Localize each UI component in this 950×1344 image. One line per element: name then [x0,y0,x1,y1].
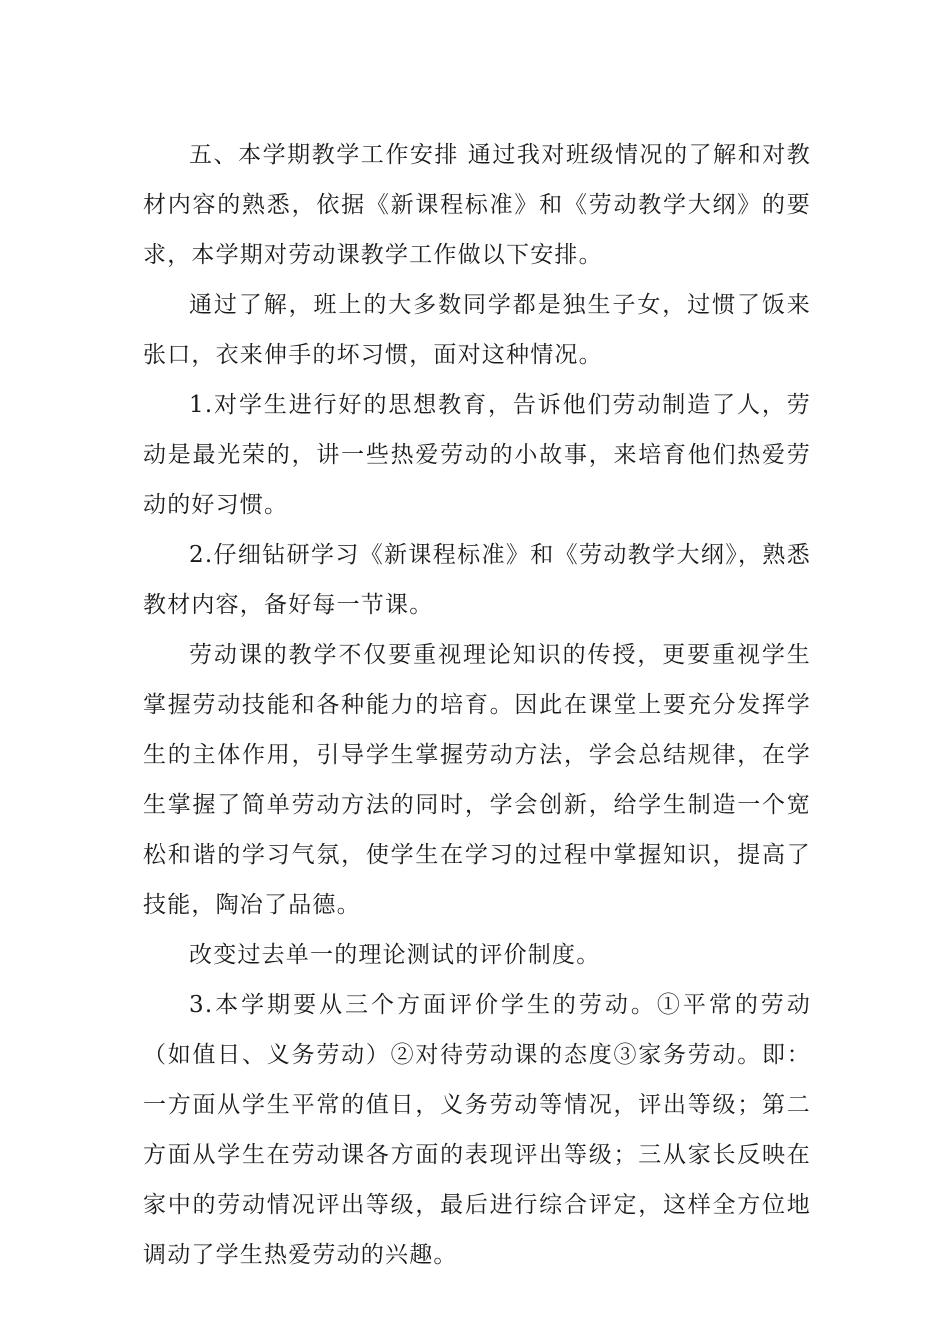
paragraph-class-situation: 通过了解，班上的大多数同学都是独生子女，过惯了饭来张口，衣来伸手的坏习惯，面对这种情况。 [143,292,811,368]
paragraph-teaching-arrangement: 五、本学期教学工作安排 通过我对班级情况的了解和对教材内容的熟悉，依据《新课程标准》和《劳动教学大纲》的要求，本学期对劳动课教学工作做以下安排。 [143,142,811,268]
paragraph-item-3: 3.本学期要从三个方面评价学生的劳动。①平常的劳动（如值日、义务劳动）②对待劳动课的态度③家务劳动。即：一方面从学生平常的值日，义务劳动等情况，评出等级；第二方面从学生在劳动课各方面的表现评出等级；三从家长反映在家中的劳动情况评出等级，最后进行综合评定，这样全方位地调动了学生热爱劳动的兴趣。 [143,992,811,1268]
paragraph-teaching-method: 劳动课的教学不仅要重视理论知识的传授，更要重视学生掌握劳动技能和各种能力的培育。因此在课堂上要充分发挥学生的主体作用，引导学生掌握劳动方法，学会总结规律，在学生掌握了简单劳动方法的同时，学会创新，给学生制造一个宽松和谐的学习气氛，使学生在学习的过程中掌握知识，提高了技能，陶冶了品德。 [143,642,811,918]
paragraph-item-2: 2.仔细钻研学习《新课程标准》和《劳动教学大纲》，熟悉教材内容，备好每一节课。 [143,542,811,618]
paragraph-evaluation-change: 改变过去单一的理论测试的评价制度。 [189,942,601,968]
document-body [143,130,811,1280]
paragraph-item-1: 1.对学生进行好的思想教育，告诉他们劳动制造了人，劳动是最光荣的，讲一些热爱劳动的小故事，来培育他们热爱劳动的好习惯。 [143,392,811,518]
